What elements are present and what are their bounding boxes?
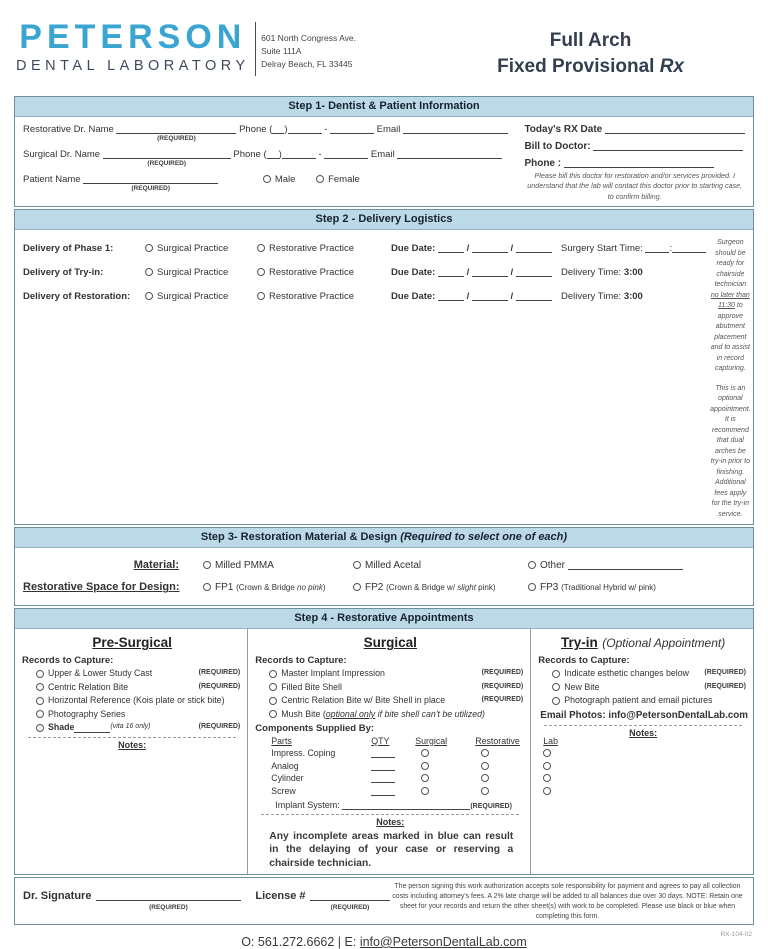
form-header — [0, 0, 768, 96]
shade-note: (vita 16 only) — [110, 723, 151, 731]
record-item — [255, 668, 525, 679]
record-label: Filled Bite Shell — [281, 681, 342, 692]
mush-bite-item — [255, 709, 525, 720]
step2-header: Step 2 - Delivery Logistics — [15, 210, 753, 230]
incomplete-warning: Any incomplete areas marked in blue can result in the delaying of your case or reserving a chairside technician. — [269, 830, 514, 869]
record-item — [22, 709, 242, 720]
address-line: Delray Beach, FL 33445 — [261, 58, 353, 69]
surgical-practice-label: Surgical Practice — [157, 266, 229, 278]
shade-radio[interactable] — [36, 724, 44, 732]
study-cast-radio[interactable] — [36, 670, 44, 678]
due-month-field[interactable] — [438, 243, 464, 253]
footer-contact: O: 561.272.6662 | E: — [241, 934, 360, 949]
patient-row — [23, 174, 512, 193]
female-label: Female — [328, 173, 360, 185]
slash: / — [510, 266, 514, 278]
restoration-restorative-practice-radio[interactable] — [257, 292, 265, 300]
supply-radio[interactable] — [481, 762, 489, 770]
email-field[interactable] — [397, 149, 502, 159]
surgical-title: Surgical — [363, 635, 417, 651]
tryin-surgical-practice-radio[interactable] — [145, 268, 153, 276]
rx-date-label: Today's RX Date — [524, 124, 603, 135]
phone-label: Phone ( — [239, 124, 273, 135]
notes-label: Notes: — [118, 740, 147, 751]
slash: / — [466, 290, 470, 302]
required-note: (REQUIRED) — [198, 669, 241, 677]
email-photos-address: info@PetersonDentalLab.com — [608, 710, 748, 722]
email-field[interactable] — [403, 124, 508, 134]
fp2-detail-italic: slight — [457, 582, 476, 592]
col-header-lab: Lab — [543, 735, 558, 746]
phone-prefix-field[interactable] — [282, 149, 316, 159]
part-label: Impress. Coping — [271, 748, 336, 759]
phase1-surgical-practice-radio[interactable] — [145, 244, 153, 252]
brand-subtitle: DENTAL LABORATORY — [16, 58, 250, 74]
fp2-detail-text: (Crown & Bridge w/ — [386, 582, 458, 592]
optional-appointment-note: This is an optional appointment. It is recommend that dual arches be try-in prior to finishing. Additional fees apply for the try-in service. — [710, 384, 751, 518]
phase1-delivery-row — [23, 236, 706, 260]
restorative-dr-label: Restorative Dr. Name — [23, 124, 114, 135]
master-impression-radio[interactable] — [269, 670, 277, 678]
address-line: 601 North Congress Ave. — [261, 33, 356, 43]
mush-bite-text: if bite shell can't be utilized) — [375, 708, 485, 719]
filled-bite-shell-radio[interactable] — [269, 683, 277, 691]
supply-radio[interactable] — [481, 787, 489, 795]
tryin-label: Delivery of Try-in: — [23, 266, 104, 278]
material-other-radio[interactable] — [528, 561, 536, 569]
delivery-time-value: 3:00 — [623, 290, 643, 302]
record-label: Centric Relation Bite w/ Bite Shell in place — [281, 695, 446, 706]
bill-phone-row — [524, 158, 745, 169]
delivery-time-label: Delivery Time: — [561, 266, 622, 278]
material-row — [23, 554, 745, 576]
slash: / — [510, 290, 514, 302]
supply-radio[interactable] — [421, 762, 429, 770]
required-note: (REQUIRED) — [198, 682, 241, 690]
due-date-label: Due Date: — [391, 242, 436, 254]
divider — [544, 725, 742, 726]
required-note: (REQUIRED) — [481, 696, 524, 704]
fp1-detail-text: ) — [322, 582, 326, 592]
restoration-label: Delivery of Restoration: — [23, 290, 131, 302]
horizontal-reference-radio[interactable] — [36, 697, 44, 705]
step3-title-italic: (Required to select one of each) — [400, 531, 568, 544]
patient-name-label: Patient Name — [23, 173, 81, 185]
milled-pmma-label: Milled PMMA — [215, 559, 274, 571]
form-code: RX-104-02 — [720, 930, 752, 938]
step1-header: Step 1- Dentist & Patient Information — [15, 97, 753, 117]
due-day-field[interactable] — [472, 291, 508, 301]
record-item — [22, 682, 242, 693]
email-photos-row — [540, 710, 748, 721]
phone-label: Phone ( — [233, 148, 267, 160]
fp1-radio[interactable] — [203, 583, 211, 591]
email-label: Email — [376, 124, 401, 135]
form-title — [497, 20, 684, 79]
fp2-detail-text: pink) — [475, 582, 496, 592]
restoration-surgical-practice-radio[interactable] — [145, 292, 153, 300]
delivery-notes — [706, 236, 752, 520]
phone-dash: - — [324, 124, 328, 135]
restorative-practice-label: Restorative Practice — [269, 242, 355, 254]
centric-bite-shell-radio[interactable] — [269, 697, 277, 705]
delivery-time-value: 3:00 — [623, 266, 643, 278]
phase1-restorative-practice-radio[interactable] — [257, 244, 265, 252]
due-date-label: Due Date: — [391, 290, 436, 302]
tryin-notes-area[interactable] — [538, 735, 748, 808]
surgical-practice-label: Surgical Practice — [157, 290, 229, 302]
fp3-detail: (Traditional Hybrid w/ pink) — [561, 582, 656, 592]
esthetic-changes-radio[interactable] — [552, 670, 560, 678]
phase1-label: Delivery of Phase 1: — [23, 242, 114, 254]
billing-disclaimer: Please bill this doctor for restoration and/or services provided. I understand that the lab will contact this doctor prior to starting case, to confirm billing. — [527, 171, 743, 201]
bill-to-label: Bill to Doctor: — [524, 141, 591, 152]
legal-text: The person signing this work authorization accepts sole responsibility for payment and agrees to pay all collection costs including attorney's fees. A 2% late charge will be added to all balances due over 30 days. NOTE: Retain one sheet for your records and return the other sheet(s) with work to be completed. Please use black or blue when completing this form. — [392, 882, 743, 920]
required-note: (REQUIRED) — [147, 159, 187, 167]
step1-section — [14, 96, 754, 207]
record-item — [255, 695, 525, 706]
mush-bite-label — [281, 709, 485, 720]
dr-signature-label: Dr. Signature — [23, 889, 92, 902]
phone-prefix-field[interactable] — [288, 124, 322, 134]
required-note: (REQUIRED) — [704, 669, 746, 677]
due-day-field[interactable] — [472, 243, 508, 253]
supply-radio[interactable] — [421, 787, 429, 795]
mush-bite-text: Mush Bite ( — [281, 708, 326, 719]
step2-section — [14, 209, 754, 525]
divider — [28, 737, 236, 738]
surgeon-note-text: Surgeon should be ready for chairside technician — [714, 239, 747, 289]
components-table — [255, 735, 558, 796]
due-day-field[interactable] — [472, 267, 508, 277]
form-title-line1: Full Arch — [549, 30, 632, 51]
female-radio[interactable] — [316, 175, 324, 183]
record-label: Indicate esthetic changes below — [564, 668, 689, 679]
delivery-time-label: Delivery Time: — [561, 290, 622, 302]
step3-header — [15, 528, 753, 548]
qty-field[interactable] — [371, 786, 395, 796]
surgical-dr-row — [23, 149, 512, 168]
restoration-delivery-row — [23, 284, 706, 308]
material-other-field[interactable] — [568, 560, 683, 570]
fp2-label: FP2 — [365, 581, 384, 593]
part-label: Screw — [271, 785, 296, 796]
record-item — [255, 682, 525, 693]
fp1-label: FP1 — [215, 581, 234, 593]
phone-area-field[interactable] — [267, 149, 279, 159]
license-field[interactable] — [310, 891, 390, 901]
tryin-delivery-row — [23, 260, 706, 284]
fp3-radio[interactable] — [528, 583, 536, 591]
bill-phone-field[interactable] — [564, 158, 714, 168]
qty-field[interactable] — [371, 761, 395, 771]
tryin-title-suffix: (Optional Appointment) — [602, 636, 726, 651]
photograph-patient-radio[interactable] — [552, 697, 560, 705]
milled-acetal-label: Milled Acetal — [365, 559, 422, 571]
bill-to-field[interactable] — [593, 141, 743, 151]
patient-name-field[interactable] — [83, 174, 218, 184]
brand-logo — [16, 20, 250, 74]
presurgical-notes-area[interactable] — [22, 750, 242, 808]
rx-label: Rx — [659, 55, 684, 77]
records-to-capture-label: Records to Capture: — [255, 655, 347, 667]
surgeon-note-underline: no later than 11:30 — [710, 291, 750, 310]
fp1-detail-italic: no pink — [297, 582, 323, 592]
restorative-space-label: Restorative Space for Design: — [23, 581, 180, 594]
fp1-detail-text: (Crown & Bridge — [236, 582, 298, 592]
records-to-capture-label: Records to Capture: — [22, 655, 114, 667]
tryin-column — [531, 629, 753, 874]
part-label: Cylinder — [271, 773, 304, 784]
time-colon: : — [669, 242, 673, 254]
col-header-surgical: Surgical — [415, 735, 448, 746]
restorative-dr-row — [23, 124, 512, 143]
supply-radio[interactable] — [481, 749, 489, 757]
col-header-parts: Parts — [271, 735, 292, 746]
record-label: Centric Relation Bite — [48, 681, 129, 692]
notes-label: Notes: — [629, 728, 658, 739]
supply-radio[interactable] — [421, 749, 429, 757]
centric-relation-bite-radio[interactable] — [36, 683, 44, 691]
surgical-column — [248, 629, 558, 874]
footer-email: info@PetersonDentalLab.com — [359, 934, 527, 949]
divider — [261, 814, 519, 815]
shade-label: Shade — [48, 722, 75, 733]
col-header-restorative: Restorative — [475, 735, 520, 746]
due-month-field[interactable] — [438, 291, 464, 301]
required-note: (REQUIRED) — [149, 903, 188, 911]
record-item — [538, 668, 748, 679]
male-label: Male — [274, 173, 296, 185]
required-note: (REQUIRED) — [157, 135, 196, 142]
record-item — [22, 695, 242, 706]
implant-system-row — [255, 800, 525, 810]
notes-label: Notes: — [376, 816, 405, 827]
form-title-line2 — [497, 54, 684, 80]
record-label: Master Implant Impression — [281, 668, 385, 679]
record-label: Upper & Lower Study Cast — [48, 668, 153, 679]
rx-date-field[interactable] — [605, 124, 745, 134]
restorative-space-row — [23, 576, 745, 598]
supply-radio[interactable] — [481, 774, 489, 782]
step4-header: Step 4 - Restorative Appointments — [15, 609, 753, 629]
phone-area-field[interactable] — [272, 124, 284, 134]
fp2-detail — [386, 583, 495, 592]
due-month-field[interactable] — [438, 267, 464, 277]
mush-bite-radio[interactable] — [269, 710, 277, 718]
implant-system-field[interactable] — [342, 800, 470, 810]
surgical-dr-label: Surgical Dr. Name — [23, 148, 101, 160]
phone-dash: - — [318, 148, 322, 160]
fp1-detail — [236, 583, 325, 592]
photography-series-radio[interactable] — [36, 710, 44, 718]
slash: / — [466, 242, 470, 254]
fp3-label: FP3 — [540, 581, 559, 593]
step3-section — [14, 527, 754, 606]
surgeon-note — [710, 238, 750, 375]
record-label: Photograph patient and email pictures — [564, 695, 713, 706]
mush-bite-underline: optional only — [325, 708, 376, 719]
milled-acetal-radio[interactable] — [353, 561, 361, 569]
surgical-dr-name-field[interactable] — [103, 149, 231, 159]
rx-date-row — [524, 124, 745, 135]
email-photos-label: Email Photos: — [540, 710, 606, 722]
due-date-label: Due Date: — [391, 266, 436, 278]
surgical-practice-label: Surgical Practice — [157, 242, 229, 254]
surgeon-note-text: to approve abutment placement and to assist in record capturing. — [710, 302, 751, 373]
record-label: Photography Series — [48, 708, 126, 719]
due-year-field[interactable] — [516, 267, 552, 277]
qty-field[interactable] — [371, 748, 395, 758]
lab-address — [261, 20, 356, 70]
phone-paren: ) — [284, 124, 288, 135]
restorative-practice-label: Restorative Practice — [269, 266, 355, 278]
dr-signature-field[interactable] — [96, 891, 241, 901]
record-label: Horizontal Reference (Kois plate or stick bite) — [48, 695, 225, 706]
shade-field[interactable] — [74, 723, 110, 733]
signature-section — [14, 877, 754, 925]
form-title-text: Fixed Provisional — [497, 55, 655, 77]
required-note: (REQUIRED) — [481, 669, 524, 677]
email-label: Email — [370, 148, 395, 160]
surgery-minute-field[interactable] — [672, 243, 706, 253]
required-note: (REQUIRED) — [198, 723, 241, 731]
surgery-start-time-label: Surgery Start Time: — [561, 242, 643, 254]
new-bite-radio[interactable] — [552, 683, 560, 691]
required-note: (REQUIRED) — [481, 682, 524, 690]
fp2-radio[interactable] — [353, 583, 361, 591]
material-other-label: Other — [540, 559, 566, 571]
slash: / — [510, 242, 514, 254]
due-year-field[interactable] — [516, 291, 552, 301]
record-label: New Bite — [564, 681, 600, 692]
header-divider — [255, 22, 257, 76]
signature-fields — [23, 882, 390, 922]
restorative-dr-name-field[interactable] — [116, 124, 236, 134]
milled-pmma-radio[interactable] — [203, 561, 211, 569]
material-label: Material: — [133, 559, 179, 572]
qty-field[interactable] — [371, 773, 395, 783]
phone-line-field[interactable] — [330, 124, 374, 134]
part-label: Analog — [271, 760, 299, 771]
tryin-restorative-practice-radio[interactable] — [257, 268, 265, 276]
required-note: (REQUIRED) — [704, 682, 746, 690]
required-note: (REQUIRED) — [131, 184, 171, 192]
phone-line-field[interactable] — [324, 149, 368, 159]
col-header-qty: QTY — [371, 735, 390, 746]
records-to-capture-label: Records to Capture: — [538, 655, 630, 667]
presurgical-title: Pre-Surgical — [92, 635, 172, 651]
surgery-hour-field[interactable] — [645, 243, 669, 253]
address-line: Suite 111A — [261, 45, 302, 56]
tryin-title: Try-in — [561, 635, 598, 651]
slash: / — [466, 266, 470, 278]
implant-system-label: Implant System: — [275, 799, 340, 810]
restorative-practice-label: Restorative Practice — [269, 290, 355, 302]
step3-title-text: Step 3- Restoration Material & Design — [200, 531, 401, 544]
components-label: Components Supplied By: — [255, 722, 375, 734]
male-radio[interactable] — [263, 175, 271, 183]
record-item — [22, 668, 242, 679]
shade-item — [22, 722, 242, 733]
phone-paren: ) — [278, 148, 282, 160]
record-item — [538, 682, 748, 693]
footer — [14, 930, 754, 949]
due-year-field[interactable] — [516, 243, 552, 253]
bill-to-row — [524, 141, 745, 152]
presurgical-column — [15, 629, 248, 874]
bill-phone-label: Phone : — [524, 158, 562, 169]
brand-name: PETERSON — [19, 18, 247, 56]
step4-section — [14, 608, 754, 875]
required-note: (REQUIRED) — [330, 903, 370, 911]
license-label: License # — [255, 889, 306, 902]
record-item — [538, 695, 748, 706]
required-note: (REQUIRED) — [470, 802, 512, 810]
supply-radio[interactable] — [421, 774, 429, 782]
